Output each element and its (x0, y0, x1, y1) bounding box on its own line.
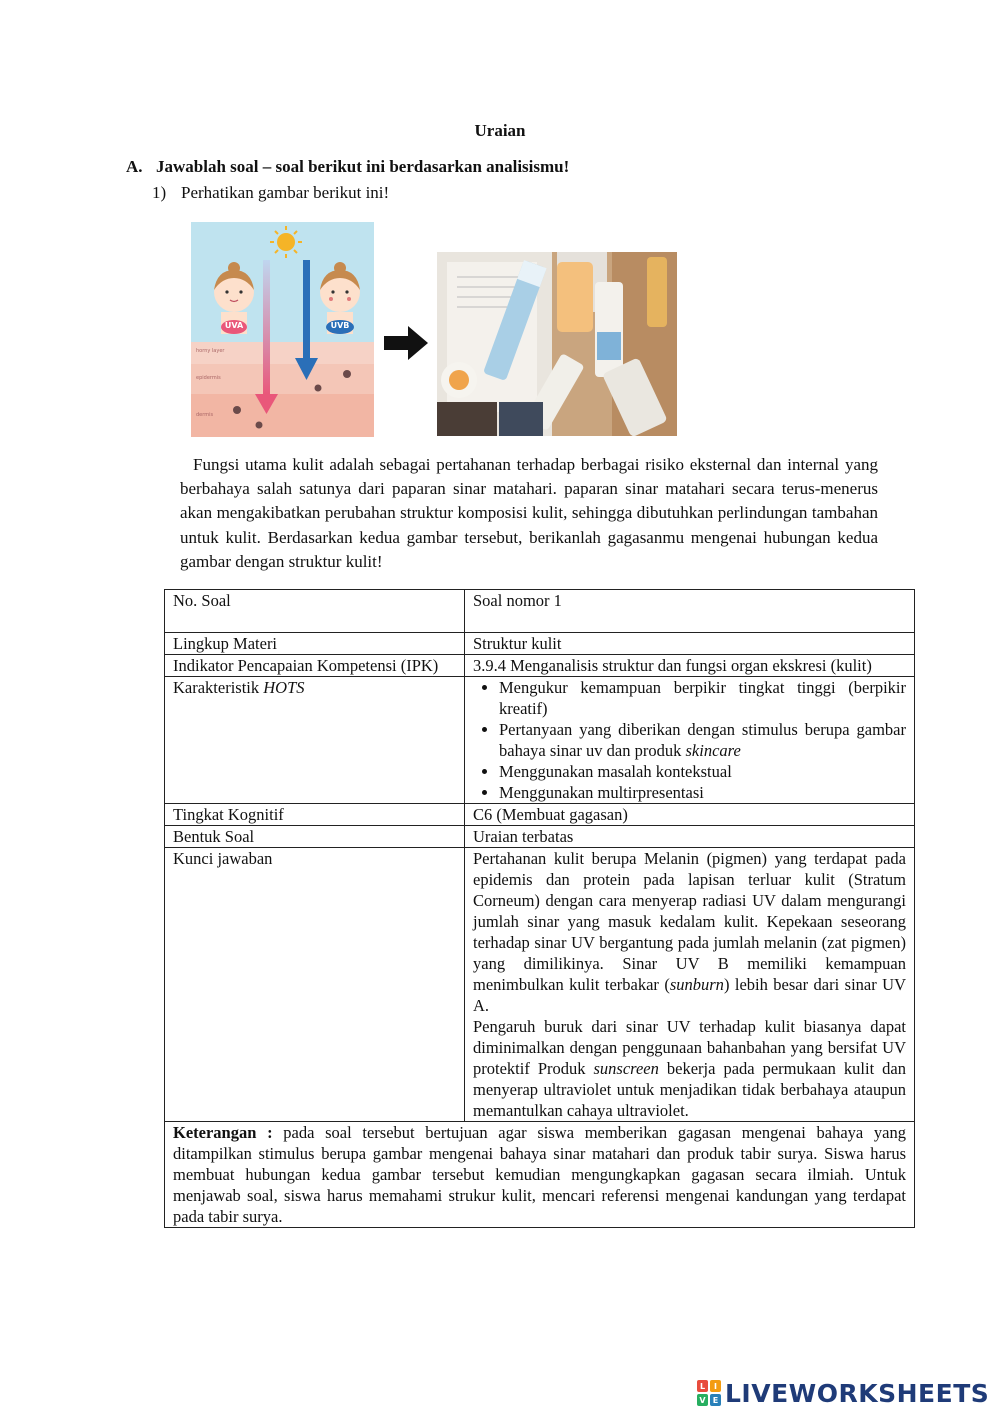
cell-bentuk-label: Bentuk Soal (165, 826, 465, 848)
cell-bentuk-value: Uraian terbatas (465, 826, 915, 848)
list-item: • Menggunakan multirpresentasi (499, 782, 906, 803)
layer-label-dermis: dermis (196, 412, 214, 418)
logo-letter: E (710, 1394, 721, 1406)
cell-keterangan (165, 1122, 915, 1228)
section-heading (126, 157, 569, 177)
kunci-text: Pertahanan kulit berupa Melanin (pigmen) yang terdapat pada epidemis dan protein pada lapisan terluar kulit (Stratum Corneum) dengan cara menyerap radiasi UV dalam mengurangi jumlah sinar yang masuk kedalam kulit. Kepekaan seseorang terhadap sinar UV bergantung pada jumlah melanin (zat pigmen) yang dimilikinya. Sinar UV B memiliki kemampuan menimbulkan kulit terbakar ( (473, 849, 906, 994)
cell-no-soal-label: No. Soal (165, 590, 465, 633)
cell-hots-value (465, 677, 915, 804)
keterangan-text: pada soal tersebut bertujuan agar siswa memberikan gagasan mengenai bahaya yang ditampilkan stimulus berupa gambar mengenai bahaya sinar matahari dan produk tabir surya. Siswa harus membuat hubungan kedua gambar tersebut kemudian mengungkapkan gagasan secara ilmiah. Untuk menjawab soal, siswa harus memahami strukur kulit, mencari referensi mengenai kandungan yang terdapat pada tabir surya. (173, 1123, 906, 1226)
page-title: Uraian (474, 121, 526, 140)
table-row (165, 848, 915, 1122)
hots-item-text: Pertanyaan yang diberikan dengan stimulus berupa gambar bahaya sinar uv dan produk (499, 720, 906, 760)
question-text: Perhatikan gambar berikut ini! (181, 183, 390, 202)
uva-label: UVA (224, 321, 244, 330)
cell-kognitif-value: C6 (Membuat gagasan) (465, 804, 915, 826)
logo-mark-icon (697, 1380, 721, 1406)
cell-lingkup-value: Struktur kulit (465, 633, 915, 655)
cell-kognitif-label: Tingkat Kognitif (165, 804, 465, 826)
question-grid-table (164, 589, 915, 1228)
section-text: Jawablah soal – soal berikut ini berdasarkan analisismu! (156, 157, 570, 176)
list-item: • Mengukur kemampuan berpikir tingkat tinggi (berpikir kreatif) (499, 677, 906, 719)
table-row (165, 655, 915, 677)
list-item (499, 719, 906, 761)
table-row (165, 1122, 915, 1228)
kunci-paragraph-1 (473, 848, 906, 1016)
hots-label-em: HOTS (263, 678, 305, 697)
section-letter: A. (126, 157, 143, 176)
cell-hots-label (165, 677, 465, 804)
cell-ipk-value: 3.9.4 Menganalisis struktur dan fungsi organ ekskresi (kulit) (465, 655, 915, 677)
kunci-em: sunburn (669, 975, 724, 994)
hots-list (473, 677, 906, 803)
question-paragraph-text: Fungsi utama kulit adalah sebagai pertahanan terhadap berbagai risiko eksternal dan internal yang berbahaya salah satunya dari paparan sinar matahari. paparan sinar matahari secara terus-menerus akan mengakibatkan perubahan struktur komposisi kulit, sehingga dibutuhkan perlindungan tambahan untuk kulit. Berdasarkan kedua gambar tersebut, berikanlah gagasanmu mengenai hubungan kedua gambar dengan struktur kulit! (180, 455, 878, 571)
kunci-text: ) lebih besar dari sinar UV A. (473, 975, 906, 1015)
logo-wordmark: LIVEWORKSHEETS (725, 1378, 990, 1408)
uv-skin-illustration (191, 222, 374, 437)
cell-no-soal-value: Soal nomor 1 (465, 590, 915, 633)
table-row (165, 826, 915, 848)
question-1-prompt (152, 183, 389, 203)
question-paragraph (180, 453, 878, 574)
table-row (165, 677, 915, 804)
question-number: 1) (152, 183, 167, 202)
logo-letter: L (697, 1380, 708, 1392)
cell-ipk-label: Indikator Pencapaian Kompetensi (IPK) (165, 655, 465, 677)
list-item: • Menggunakan masalah kontekstual (499, 761, 906, 782)
cell-lingkup-label: Lingkup Materi (165, 633, 465, 655)
kunci-text: bekerja pada permukaan kulit dan menyerap ultraviolet untuk menjadikan tidak berbahaya ataupun memantulkan cahaya ultraviolet. (473, 1059, 906, 1120)
layer-label-horny: horny layer (196, 348, 225, 354)
hots-item-em: skincare (685, 741, 741, 760)
arrow-right-icon (384, 326, 428, 360)
kunci-text: Pengaruh buruk dari sinar UV terhadap kulit biasanya dapat diminimalkan dengan penggunaan bahanbahan yang bersifat UV protektif Produk (473, 1017, 906, 1078)
cell-kunci-label: Kunci jawaban (165, 848, 465, 1122)
kunci-em: sunscreen (593, 1059, 659, 1078)
layer-label-epidermis: epidermis (196, 375, 221, 381)
uvb-label: UVB (330, 321, 350, 330)
sunscreen-products-photo (437, 252, 677, 436)
keterangan-label: Keterangan : (173, 1123, 273, 1142)
hots-label-prefix: Karakteristik (173, 678, 264, 697)
table-row (165, 633, 915, 655)
kunci-paragraph-2 (473, 1016, 906, 1121)
logo-letter: V (697, 1394, 708, 1406)
logo-letter: I (710, 1380, 721, 1392)
table-row (165, 590, 915, 633)
table-row (165, 804, 915, 826)
liveworksheets-logo (697, 1378, 989, 1408)
cell-kunci-value (465, 848, 915, 1122)
